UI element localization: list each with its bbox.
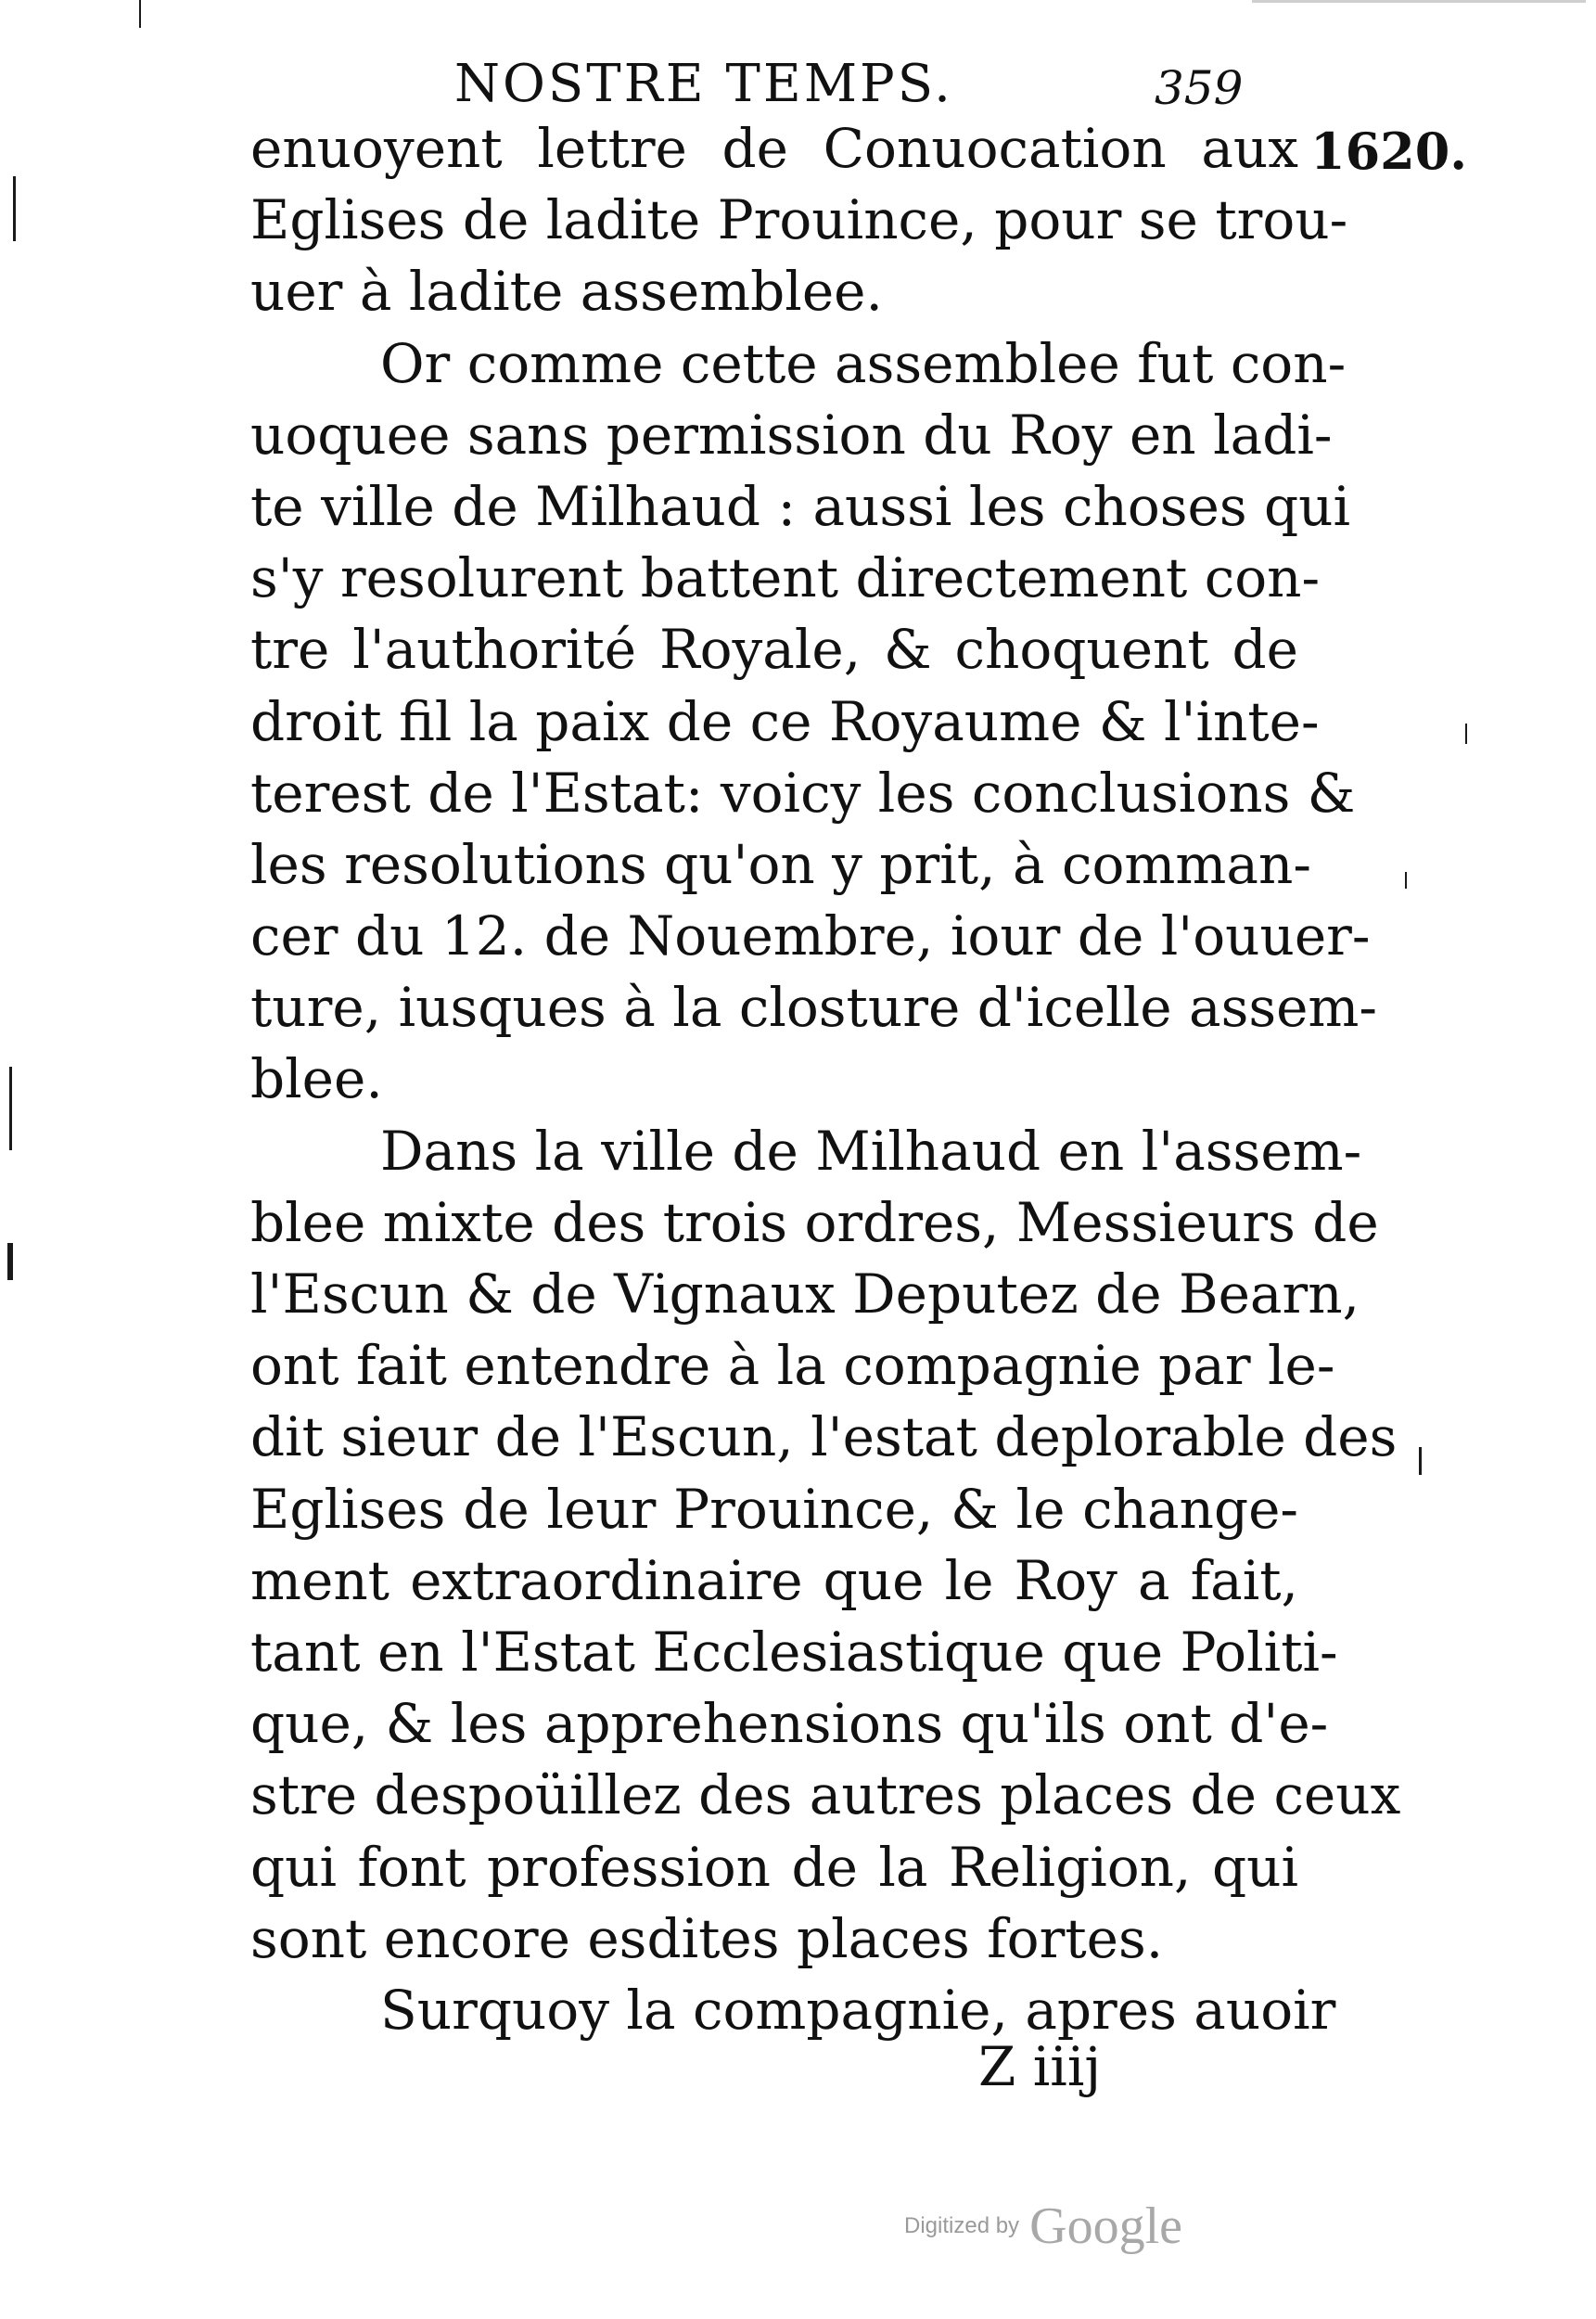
text-line: Eglises de ladite Prouince, pour se trou- bbox=[250, 188, 1348, 252]
text-line: s'y resolurent battent directement con- bbox=[250, 546, 1321, 610]
text-line: blee. bbox=[250, 1047, 383, 1111]
text-line: tre l'authorité Royale, & choquent de bbox=[250, 618, 1298, 682]
text-line: les resolutions qu'on y prit, à comman- bbox=[250, 832, 1311, 896]
text-line: uer à ladite assemblee. bbox=[250, 260, 883, 324]
google-logo: Google bbox=[1029, 2197, 1183, 2255]
scan-speck bbox=[139, 0, 141, 28]
text-line: que, & les apprehensions qu'ils ont d'e- bbox=[250, 1692, 1329, 1756]
text-line: stre despoüillez des autres places de ceux bbox=[250, 1763, 1401, 1827]
text-line: dit sieur de l'Escun, l'estat deplorable des bbox=[250, 1405, 1398, 1469]
scan-speck bbox=[1419, 1447, 1422, 1475]
scan-speck bbox=[1465, 724, 1467, 744]
text-line: ment extraordinaire que le Roy a fait, bbox=[250, 1548, 1298, 1612]
text-line: Surquoy la compagnie, apres auoir bbox=[380, 1978, 1336, 2042]
text-line: Dans la ville de Milhaud en l'assem- bbox=[380, 1119, 1362, 1183]
scan-speck bbox=[13, 176, 16, 241]
scan-speck bbox=[1252, 0, 1586, 3]
text-line: Eglises de leur Prouince, & le change- bbox=[250, 1477, 1298, 1541]
scan-speck bbox=[9, 1067, 12, 1150]
scan-speck bbox=[1405, 872, 1407, 889]
watermark-prefix: Digitized by bbox=[904, 2213, 1020, 2238]
text-line: cer du 12. de Nouembre, iour de l'ouuer- bbox=[250, 904, 1371, 968]
margin-year-note: 1620. bbox=[1310, 122, 1468, 181]
text-line: Or comme cette assemblee fut con- bbox=[380, 331, 1347, 395]
text-line: te ville de Milhaud : aussi les choses qui bbox=[250, 474, 1351, 538]
text-line: uoquee sans permission du Roy en ladi- bbox=[250, 403, 1333, 467]
scan-speck bbox=[7, 1243, 13, 1280]
text-line: terest de l'Estat: voicy les conclusions & bbox=[250, 761, 1356, 825]
signature-mark: Z iiij bbox=[978, 2035, 1102, 2098]
digitized-watermark bbox=[904, 2197, 1182, 2261]
text-line: l'Escun & de Vignaux Deputez de Bearn, bbox=[250, 1262, 1360, 1326]
text-line: blee mixte des trois ordres, Messieurs de bbox=[250, 1190, 1379, 1254]
text-line: sont encore esdites places fortes. bbox=[250, 1906, 1164, 1970]
page-number: 359 bbox=[1155, 61, 1244, 115]
text-line: droit fil la paix de ce Royaume & l'inte- bbox=[250, 689, 1320, 753]
running-title: NOSTRE TEMPS. bbox=[454, 54, 953, 114]
text-line: tant en l'Estat Ecclesiastique que Politi- bbox=[250, 1620, 1338, 1684]
text-line: ont fait entendre à la compagnie par le- bbox=[250, 1334, 1335, 1398]
text-line: ture, iusques à la closture d'icelle assem- bbox=[250, 976, 1378, 1040]
text-line: qui font profession de la Religion, qui bbox=[250, 1835, 1298, 1899]
text-line: enuoyent lettre de Conuocation aux bbox=[250, 117, 1298, 180]
